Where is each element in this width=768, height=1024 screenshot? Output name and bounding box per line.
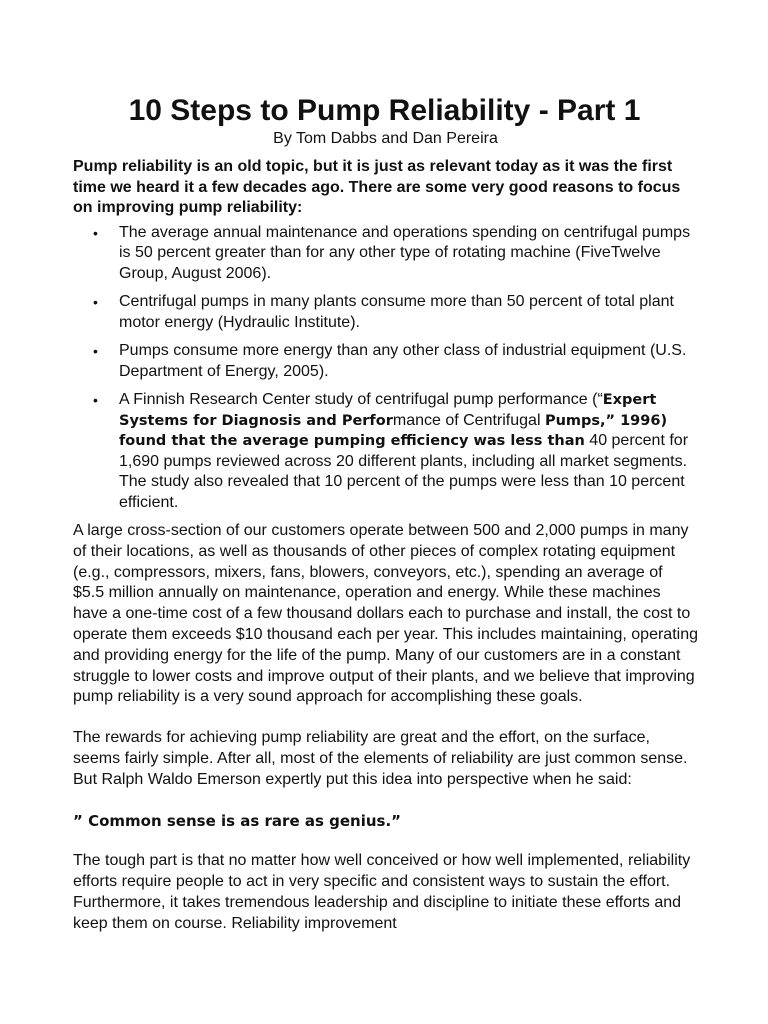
bullet-icon: • <box>93 392 98 408</box>
list-item <box>73 292 698 333</box>
body-paragraph-2: The rewards for achieving pump reliability are great and the effort, on the surface, seems fairly simple. After all, most of the elements of reliability are just common sense. But Ralph Waldo Emerson expertly put this idea into perspective when he said: <box>73 729 688 788</box>
list-item <box>73 223 698 285</box>
list-item-text: Pumps consume more energy than any other class of industrial equipment (U.S. Department of Energy, 2005). <box>119 342 687 380</box>
list-item <box>73 341 698 382</box>
bullet-icon: • <box>93 294 98 310</box>
citation-title-bold: Expert Systems for Diagnosis and Perfor <box>119 392 657 429</box>
list-item-text-part: 40 percent for 1,690 pumps reviewed across 20 different plants, including all market segments. The study also revealed that 10 percent of the pumps were less than 10 percent efficient. <box>119 432 689 511</box>
list-item-text: The average annual maintenance and operations spending on centrifugal pumps is 50 percent greater than for any other type of rotating machine (FiveTwelve Group, August 2006). <box>119 223 691 282</box>
list-item-text: Centrifugal pumps in many plants consume more than 50 percent of total plant motor energy (Hydraulic Institute). <box>119 293 674 331</box>
emerson-quote: ” Common sense is as rare as genius.” <box>73 811 402 830</box>
reasons-list <box>73 223 698 514</box>
document-page <box>73 93 698 955</box>
list-item-text-part: A Finnish Research Center study of centrifugal pump performance (“ <box>119 391 603 408</box>
bullet-icon: • <box>93 343 98 359</box>
intro-paragraph: Pump reliability is an old topic, but it is just as relevant today as it was the first time we heard it a few decades ago. There are some very good reasons to focus on improving pump reliability: <box>73 158 681 216</box>
list-item <box>73 390 698 513</box>
list-item-text-part: mance of Centrifugal <box>392 411 545 429</box>
bullet-icon: • <box>93 224 98 241</box>
finding-bold: Pumps,” 1996) found that the average pumping efficiency was less than <box>119 412 668 449</box>
body-paragraph-1: A large cross-section of our customers operate between 500 and 2,000 pumps in many of their locations, as well as thousands of other pieces of complex rotating equipment (e.g., compressors, mixers, fans, blowers, conveyors, etc.), spending an average of $5.5 million annually on maintenance, operation and energy. While these machines have a one-time cost of a few thousand dollars each to purchase and install, the cost to operate them exceeds $10 thousand each per year. This includes maintaining, operating and providing energy for the life of the pump. Many of our customers are in a constant struggle to lower costs and improve output of their plants, and we believe that improving pump reliability is a very sound approach for accomplishing these goals. <box>73 522 698 706</box>
body-paragraph-3: The tough part is that no matter how well conceived or how well implemented, reliability efforts require people to act in very specific and consistent ways to sustain the effort. Furthermore, it takes tremendous leadership and discipline to initiate these efforts and keep them on course. Reliability improvement <box>73 852 691 932</box>
byline: By Tom Dabbs and Dan Pereira <box>273 130 498 147</box>
document-title: 10 Steps to Pump Reliability - Part 1 <box>128 94 641 127</box>
